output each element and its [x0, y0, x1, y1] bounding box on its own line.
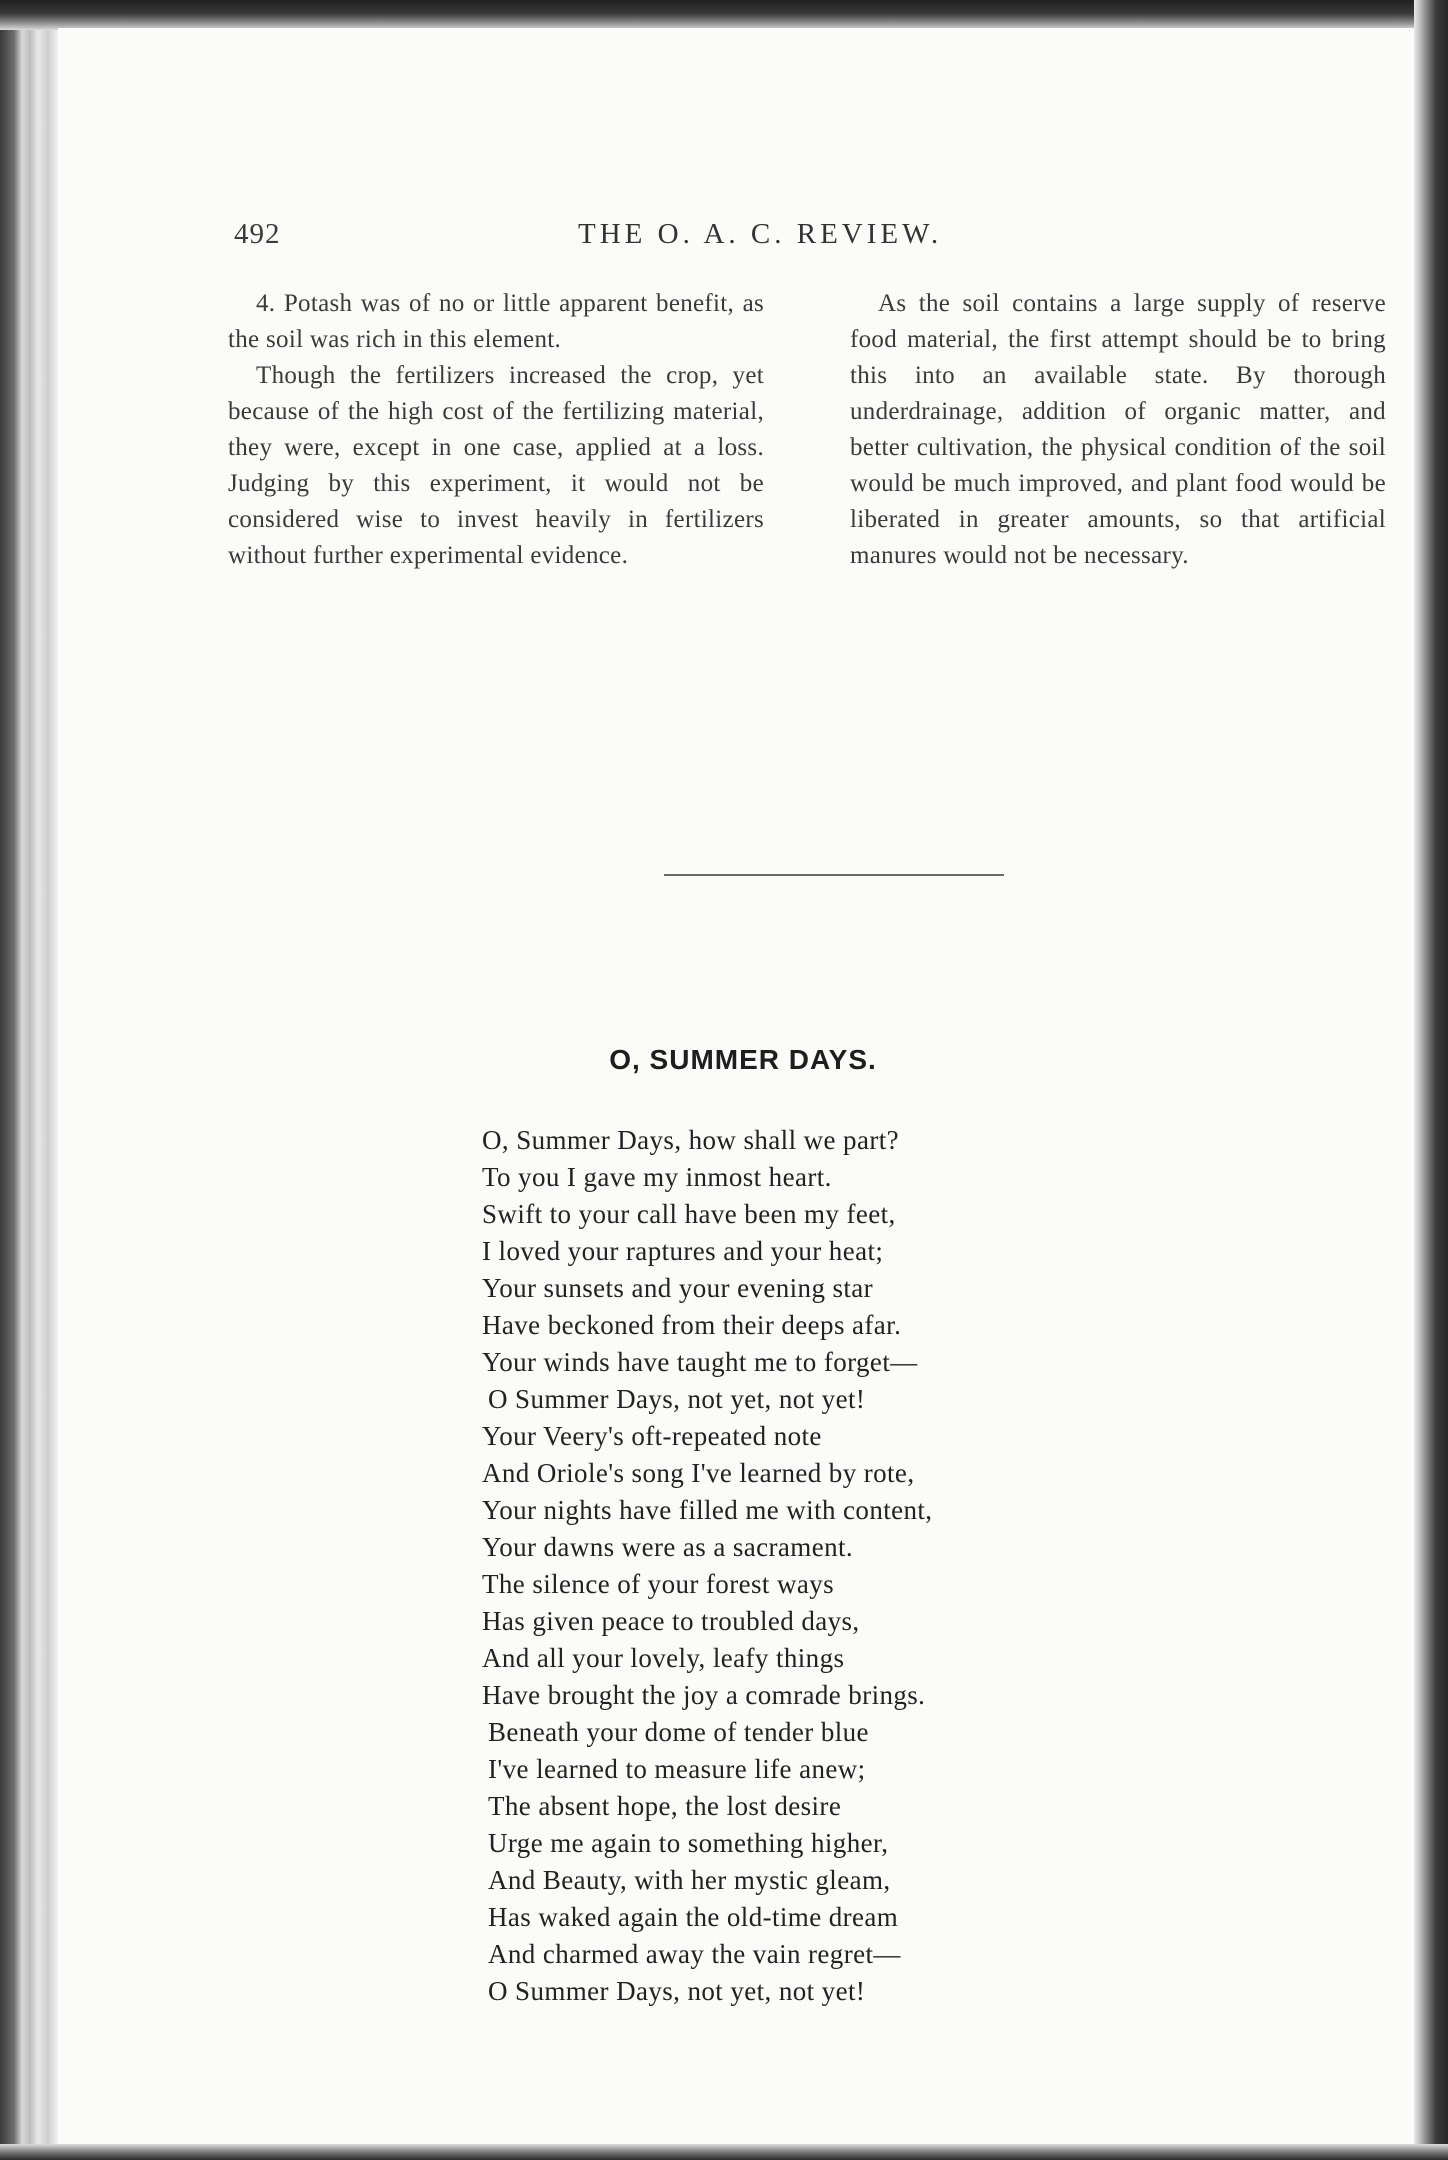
poem-line: Your Veery's oft-repeated note — [482, 1421, 822, 1451]
scan-right-edge — [1414, 0, 1448, 2160]
poem-line: The silence of your forest ways — [482, 1569, 835, 1599]
poem-line: Swift to your call have been my feet, — [482, 1199, 896, 1229]
paragraph: 4. Potash was of no or little apparent benefit, as the soil was rich in this element. — [228, 290, 764, 353]
running-title: THE O. A. C. REVIEW. — [578, 218, 943, 250]
poem-line: And Beauty, with her mystic gleam, — [488, 1865, 891, 1895]
poem-line: And all your lovely, leafy things — [482, 1643, 845, 1673]
page-number: 492 — [234, 218, 281, 250]
poem-line: Have beckoned from their deeps afar. — [482, 1310, 902, 1340]
page-header — [58, 218, 1414, 258]
poem-line: Your nights have filled me with content, — [482, 1495, 933, 1525]
poem-line: I loved your raptures and your heat; — [482, 1236, 884, 1266]
scan-left-edge — [0, 0, 60, 2160]
poem-line: I've learned to measure life anew; — [488, 1754, 866, 1784]
poem-line: Beneath your dome of tender blue — [488, 1717, 869, 1747]
scan-bottom-edge — [0, 2144, 1448, 2160]
poem-line: Have brought the joy a comrade brings. — [482, 1680, 926, 1710]
poem-line: Your winds have taught me to forget— — [482, 1347, 918, 1377]
poem-line: And charmed away the vain regret— — [488, 1939, 901, 1969]
paragraph: As the soil contains a large supply of reserve food material, the first attempt should be to bring this into an available state. By thorough underdrainage, addition of organic matter, and better cultivation, the physical condition of the soil would be much improved, and plant food would be liberated in greater amounts, so that artificial manures would not be necessary. — [850, 290, 1386, 569]
paragraph: Though the fertilizers increased the crop, yet because of the high cost of the fertilizing material, they were, except in one case, applied at a loss. Judging by this experiment, it would not be considered wise to invest heavily in fertilizers without further experimental evidence. — [228, 362, 764, 569]
scan-top-edge — [0, 0, 1448, 30]
book-page — [58, 28, 1414, 2144]
left-column — [228, 286, 764, 574]
poem-body — [482, 1122, 1182, 2010]
poem-line: Your dawns were as a sacrament. — [482, 1532, 854, 1562]
poem-line: Has given peace to troubled days, — [482, 1606, 860, 1636]
poem-line: O Summer Days, not yet, not yet! — [488, 1976, 866, 2006]
poem-line: The absent hope, the lost desire — [488, 1791, 842, 1821]
poem-line: And Oriole's song I've learned by rote, — [482, 1458, 915, 1488]
poem-line: O Summer Days, not yet, not yet! — [488, 1384, 866, 1414]
right-column — [850, 286, 1386, 574]
poem-line: O, Summer Days, how shall we part? — [482, 1125, 900, 1155]
poem-line: Your sunsets and your evening star — [482, 1273, 874, 1303]
poem-line: To you I gave my inmost heart. — [482, 1162, 832, 1192]
section-divider — [664, 874, 1004, 876]
poem-title: O, SUMMER DAYS. — [609, 1044, 877, 1075]
poem-line: Urge me again to something higher, — [488, 1828, 889, 1858]
poem-line: Has waked again the old-time dream — [488, 1902, 899, 1932]
